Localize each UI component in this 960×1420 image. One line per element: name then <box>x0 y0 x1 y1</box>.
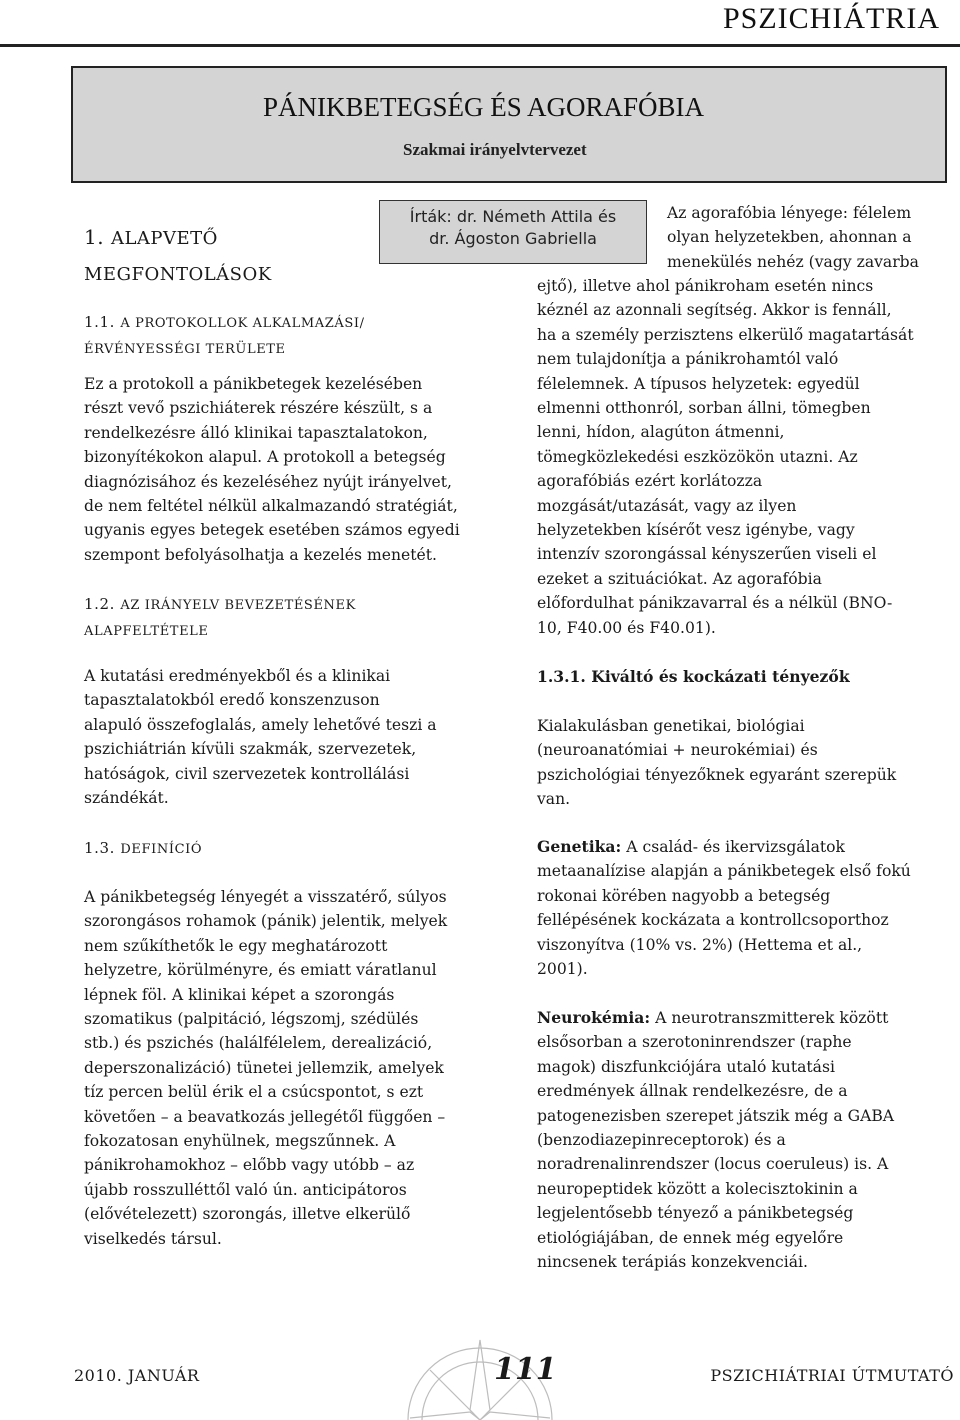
neuro-first-text: A neurotranszmitterek között <box>650 1009 889 1027</box>
text-line: fokozatosan enyhülnek, megszűnnek. A <box>84 1132 396 1151</box>
text-line: rokonai körében nagyobb a betegség <box>537 886 831 905</box>
section-1-2-body <box>84 664 504 810</box>
section-1-1-heading <box>84 310 484 362</box>
text-line: Az agorafóbia lényege: félelem <box>667 204 912 222</box>
section-1-1-title-line-1: 1.1. A PROTOKOLLOK ALKALMAZÁSI/ <box>84 313 365 331</box>
text-line: metaanalízise alapján a pánikbetegek első fokú <box>537 862 911 881</box>
text-line: ezeket a szituációkat. Az agorafóbia <box>537 569 822 588</box>
footer-date: 2010. JANUÁR <box>74 1366 200 1385</box>
genetics-paragraph <box>537 835 957 981</box>
text-line: tömegközlekedési eszközökön utazni. Az <box>537 447 858 466</box>
risk-factors-body <box>537 714 957 812</box>
neurochemistry-paragraph <box>537 1006 957 1274</box>
text-line: tíz percen belül érik el a csúcspontot, s ezt <box>84 1083 424 1102</box>
section-1-3-title: 1.3. DEFINÍCIÓ <box>84 839 203 857</box>
title-box <box>71 66 947 183</box>
text-line: lépnek föl. A klinikai képet a szorongás <box>84 985 395 1004</box>
text-line: újabb rosszulléttől való ún. anticipátoros <box>84 1180 407 1199</box>
text-line: magok) diszfunkciójára utaló kutatási <box>537 1057 835 1076</box>
text-line: nem tulajdonítja a pánikrohamtól való <box>537 350 839 369</box>
text-line: eredmények állnak rendelkezésre, de a <box>537 1082 848 1101</box>
neuro-label: Neurokémia: <box>537 1008 651 1027</box>
text-line: alapuló összefoglalás, amely lehetővé teszi a <box>84 715 437 734</box>
text-line: etiológiájában, de ennek még egyelőre <box>537 1228 844 1247</box>
text-line: szomatikus (palpitáció, légszomj, szédülés <box>84 1010 419 1029</box>
text-line: félelemnek. A típusos helyzetek: egyedül <box>537 374 860 393</box>
article-title: PÁNIKBETEGSÉG ÉS AGORAFÓBIA <box>263 92 705 122</box>
text-line: ejtő), illetve ahol pánikroham esetén nincs <box>537 277 874 295</box>
text-line: 2001). <box>537 960 588 979</box>
neuro-first-line <box>537 1006 957 1030</box>
text-line: 10, F40.00 és F40.01). <box>537 618 716 637</box>
section-1-2-title-line-1: 1.2. AZ IRÁNYELV BEVEZETÉSÉNEK <box>84 595 356 613</box>
text-line: pszichiátrián kívüli szakmák, szervezetek, <box>84 740 417 759</box>
text-line: tapasztalatokból eredő konszenzuson <box>84 691 380 710</box>
section-1-3-1-title: 1.3.1. Kiváltó és kockázati tényezők <box>537 667 850 686</box>
text-line: legjelentősebb tényező a pánikbetegség <box>537 1204 854 1223</box>
text-line: elsősorban a szerotoninrendszer (raphe <box>537 1033 852 1052</box>
text-line: olyan helyzetekben, ahonnan a <box>667 228 912 247</box>
text-line: de nem feltétel nélkül alkalmazandó stratégiát, <box>84 497 458 516</box>
genetics-first-line <box>537 835 957 859</box>
text-line: diagnózisához és kezeléséhez nyújt irányelvet, <box>84 472 453 491</box>
text-line: elmenni otthonról, sorban állni, tömegben <box>537 399 871 418</box>
text-line: hatóságok, civil szervezetek kontrollálási <box>84 764 410 783</box>
text-line: ha a személy perzisztens elkerülő magatartását <box>537 325 914 344</box>
authors-line-2: dr. Ágoston Gabriella <box>429 229 597 248</box>
genetics-label: Genetika: <box>537 837 622 856</box>
text-line: szándékát. <box>84 789 169 808</box>
authors-line-1: Írták: dr. Németh Attila és <box>409 207 617 226</box>
text-line: rendelkezésre álló klinikai tapasztalatokon, <box>84 423 428 442</box>
text-line: szorongásos rohamok (pánik) jelentik, melyek <box>84 912 448 931</box>
section-1-1-title-line-2: ÉRVÉNYESSÉGI TERÜLETE <box>84 342 286 357</box>
text-line: (elővételezett) szorongás, illetve elkerülő <box>84 1205 411 1224</box>
running-header-title: PSZICHIÁTRIA <box>722 2 940 35</box>
text-line: stb.) és pszichés (halálfélelem, derealizáció, <box>84 1034 433 1053</box>
article-subtitle: Szakmai irányelvtervezet <box>403 140 587 159</box>
text-line: viszonyítva (10% vs. 2%) (Hettema et al., <box>537 935 863 954</box>
agoraphobia-intro-narrow <box>667 201 957 274</box>
section-1-title-line-2: MEGFONTOLÁSOK <box>84 264 272 285</box>
text-line: agorafóbiás ezért korlátozza <box>537 472 763 491</box>
section-1-2-title-line-2: ALAPFELTÉTELE <box>84 624 209 639</box>
text-line: patogenezisben szerepet játszik még a GABA <box>537 1106 895 1125</box>
section-1-title-line-1: 1. ALAPVETŐ <box>84 225 218 249</box>
text-line: bizonyítékokon alapul. A protokoll a betegség <box>84 448 446 467</box>
text-line: lenni, hídon, alagúton átmenni, <box>537 423 785 442</box>
text-line: mozgását/utazását, vagy az ilyen <box>537 496 797 515</box>
text-line: fellépésének kockázata a kontrollcsoporthoz <box>537 911 889 930</box>
header-rule <box>0 44 960 47</box>
text-line: pánikrohamokhoz – előbb vagy utóbb – az <box>84 1156 415 1175</box>
text-line: A pánikbetegség lényegét a visszatérő, súlyos <box>84 888 447 906</box>
footer-publication: PSZICHIÁTRIAI ÚTMUTATÓ <box>710 1366 954 1385</box>
text-line: nem szűkíthetők le egy meghatározott <box>84 936 388 955</box>
agoraphobia-body <box>537 274 957 640</box>
section-1-1-body <box>84 372 504 567</box>
text-line: előfordulhat pánikzavarral és a nélkül (BNO- <box>537 594 893 613</box>
section-1-2-heading <box>84 592 484 644</box>
text-line: noradrenalinrendszer (locus coeruleus) is. A <box>537 1155 889 1174</box>
page-number: 111 <box>494 1352 557 1387</box>
text-line: helyzetre, körülményre, és emiatt váratlanul <box>84 961 437 980</box>
text-line: szempont befolyásolhatja a kezelés menetét. <box>84 545 437 564</box>
genetics-first-text: A család- és ikervizsgálatok <box>621 838 845 856</box>
text-line: intenzív szorongással kényszerűen viseli el <box>537 545 877 564</box>
text-line: helyzetekben kísérőt vesz igénybe, vagy <box>537 521 855 540</box>
text-line: nincsenek terápiás konzekvenciái. <box>537 1253 809 1272</box>
text-line: követően – a beavatkozás jellegétől függően – <box>84 1107 446 1126</box>
section-1-3-heading <box>84 836 484 862</box>
text-line: ugyanis egyes betegek esetében számos egyedi <box>84 521 460 540</box>
text-line: menekülés nehéz (vagy zavarba <box>667 252 919 271</box>
text-line: van. <box>537 790 571 809</box>
text-line: (neuroanatómiai + neurokémiai) és <box>537 741 818 760</box>
text-line: pszichológiai tényezőknek egyaránt szerepük <box>537 765 897 784</box>
text-line: Ez a protokoll a pánikbetegek kezelésében <box>84 375 423 393</box>
text-line: kéznél az azonnali segítség. Akkor is fennáll, <box>537 301 892 320</box>
text-line: A kutatási eredményekből és a klinikai <box>84 667 391 685</box>
text-line: viselkedés társul. <box>84 1229 222 1248</box>
text-line: részt vevő pszichiáterek részére készült, s a <box>84 399 433 418</box>
section-1-3-body <box>84 885 504 1251</box>
text-line: deperszonalizáció) tünetei jellemzik, amelyek <box>84 1058 444 1077</box>
text-line: (benzodiazepinreceptorok) és a <box>537 1131 786 1150</box>
text-line: Kialakulásban genetikai, biológiai <box>537 717 805 735</box>
text-line: neuropeptidek között a kolecisztokinin a <box>537 1179 858 1198</box>
section-1-heading <box>84 222 484 290</box>
